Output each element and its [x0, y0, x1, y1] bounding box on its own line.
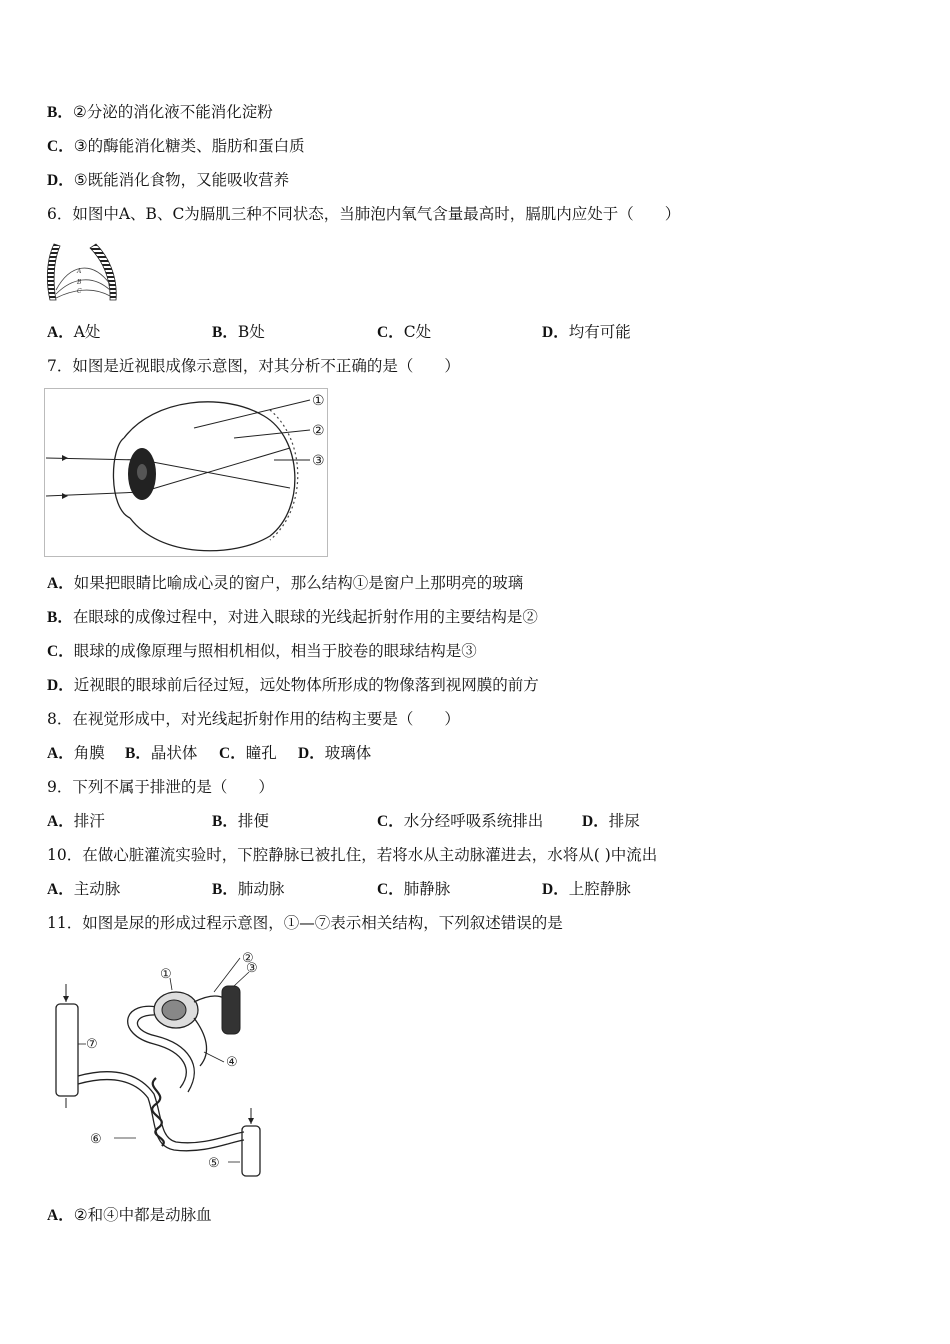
q6-option-c — [377, 322, 431, 343]
option-text: 晶状体 — [150, 744, 198, 762]
q8-option-b — [125, 743, 197, 764]
option-letter: C． — [377, 813, 404, 830]
option-letter: B． — [125, 745, 151, 762]
urine-formation-figure — [44, 948, 276, 1184]
option-letter: C． — [47, 643, 74, 660]
option-text: 排便 — [237, 812, 269, 830]
q7-option-c — [47, 641, 477, 662]
option-text: ③的酶能消化糖类、脂肪和蛋白质 — [73, 137, 305, 155]
q11-option-a — [47, 1205, 212, 1226]
q7-option-d — [47, 675, 539, 696]
option-letter: B． — [212, 324, 238, 341]
label-4: ④ — [226, 1055, 238, 1070]
option-text: 如果把眼睛比喻成心灵的窗户，那么结构①是窗户上那明亮的玻璃 — [73, 574, 524, 592]
option-text: ②分泌的消化液不能消化淀粉 — [72, 103, 273, 121]
option-letter: D． — [47, 677, 74, 694]
q6-option-a — [47, 322, 100, 343]
option-letter: D． — [582, 813, 609, 830]
option-text: 在眼球的成像过程中，对进入眼球的光线起折射作用的主要结构是② — [72, 608, 538, 626]
option-text: 近视眼的眼球前后径过短，远处物体所形成的物像落到视网膜的前方 — [73, 676, 539, 694]
option-text: ⑤既能消化食物，又能吸收营养 — [73, 171, 290, 189]
label-3: ③ — [312, 453, 325, 469]
option-letter: D． — [542, 324, 569, 341]
option-letter: D． — [47, 172, 74, 189]
q7-stem: 7．如图是近视眼成像示意图，对其分析不正确的是（ ） — [47, 357, 460, 375]
option-text: 主动脉 — [73, 880, 121, 898]
q8-option-d — [298, 743, 371, 764]
option-text: 上腔静脉 — [568, 880, 631, 898]
label-3: ③ — [246, 961, 258, 976]
option-letter: A． — [47, 813, 74, 830]
label-b: B — [77, 279, 82, 286]
option-text: A处 — [73, 323, 101, 341]
q10-stem: 10．在做心脏灌流实验时，下腔静脉已被扎住，若将水从主动脉灌进去，水将从( )中流出 — [47, 846, 658, 864]
label-c: C — [77, 288, 82, 295]
option-letter: A． — [47, 575, 74, 592]
option-text: 肺动脉 — [237, 880, 285, 898]
option-letter: B． — [212, 881, 238, 898]
label-5: ⑤ — [208, 1156, 220, 1171]
q9-option-d — [582, 811, 640, 832]
option-letter: C． — [47, 138, 74, 155]
option-letter: D． — [298, 745, 325, 762]
q10-option-a — [47, 879, 120, 900]
label-1: ① — [160, 967, 172, 982]
q6-stem: 6．如图中A、B、C为膈肌三种不同状态，当肺泡内氧气含量最高时，膈肌内应处于（ ） — [47, 205, 681, 223]
q9-options — [47, 811, 747, 831]
label-1: ① — [312, 393, 325, 409]
q10-options — [47, 879, 747, 899]
q8-option-a — [47, 743, 105, 764]
option-letter: A． — [47, 745, 74, 762]
label-6: ⑥ — [90, 1132, 102, 1147]
option-text: C处 — [403, 323, 432, 341]
option-text: 眼球的成像原理与照相机相似，相当于胶卷的眼球结构是③ — [73, 642, 477, 660]
option-letter: B． — [212, 813, 238, 830]
myopia-eye-figure — [44, 388, 330, 558]
q6-options — [47, 322, 747, 342]
option-letter: C． — [219, 745, 246, 762]
option-text: ②和④中都是动脉血 — [73, 1206, 212, 1224]
q9-stem: 9．下列不属于排泄的是（ ） — [47, 778, 274, 796]
option-text: 角膜 — [73, 744, 105, 762]
q6-option-b — [212, 322, 265, 343]
option-letter: C． — [377, 324, 404, 341]
label-2: ② — [242, 951, 254, 966]
option-text: 排汗 — [73, 812, 105, 830]
option-text: 瞳孔 — [245, 744, 277, 762]
q11-stem: 11．如图是尿的形成过程示意图，①—⑦表示相关结构，下列叙述错误的是 — [47, 914, 563, 932]
q10-option-c — [377, 879, 450, 900]
option-letter: A． — [47, 1207, 74, 1224]
option-letter: A． — [47, 324, 74, 341]
option-letter: C． — [377, 881, 404, 898]
option-text: 水分经呼吸系统排出 — [403, 812, 544, 830]
option-letter: B． — [47, 104, 73, 121]
q5-option-b — [47, 102, 273, 123]
option-text: 均有可能 — [568, 323, 631, 341]
q9-option-b — [212, 811, 269, 832]
q10-option-b — [212, 879, 284, 900]
q8-option-c — [219, 743, 277, 764]
q8-stem: 8．在视觉形成中，对光线起折射作用的结构主要是（ ） — [47, 710, 460, 728]
option-letter: B． — [47, 609, 73, 626]
q9-option-a — [47, 811, 105, 832]
q5-option-d — [47, 170, 289, 191]
option-letter: A． — [47, 881, 74, 898]
q5-option-c — [47, 136, 305, 157]
q8-options — [47, 743, 447, 763]
label-a: A — [77, 268, 82, 275]
option-text: B处 — [237, 323, 265, 341]
q6-option-d — [542, 322, 631, 343]
q9-option-c — [377, 811, 543, 832]
label-7: ⑦ — [86, 1037, 98, 1052]
option-text: 玻璃体 — [324, 744, 372, 762]
option-text: 排尿 — [608, 812, 640, 830]
q10-option-d — [542, 879, 631, 900]
option-text: 肺静脉 — [403, 880, 451, 898]
diaphragm-figure — [44, 240, 124, 304]
option-letter: D． — [542, 881, 569, 898]
label-2: ② — [312, 423, 325, 439]
q7-option-a — [47, 573, 523, 594]
q7-option-b — [47, 607, 538, 628]
